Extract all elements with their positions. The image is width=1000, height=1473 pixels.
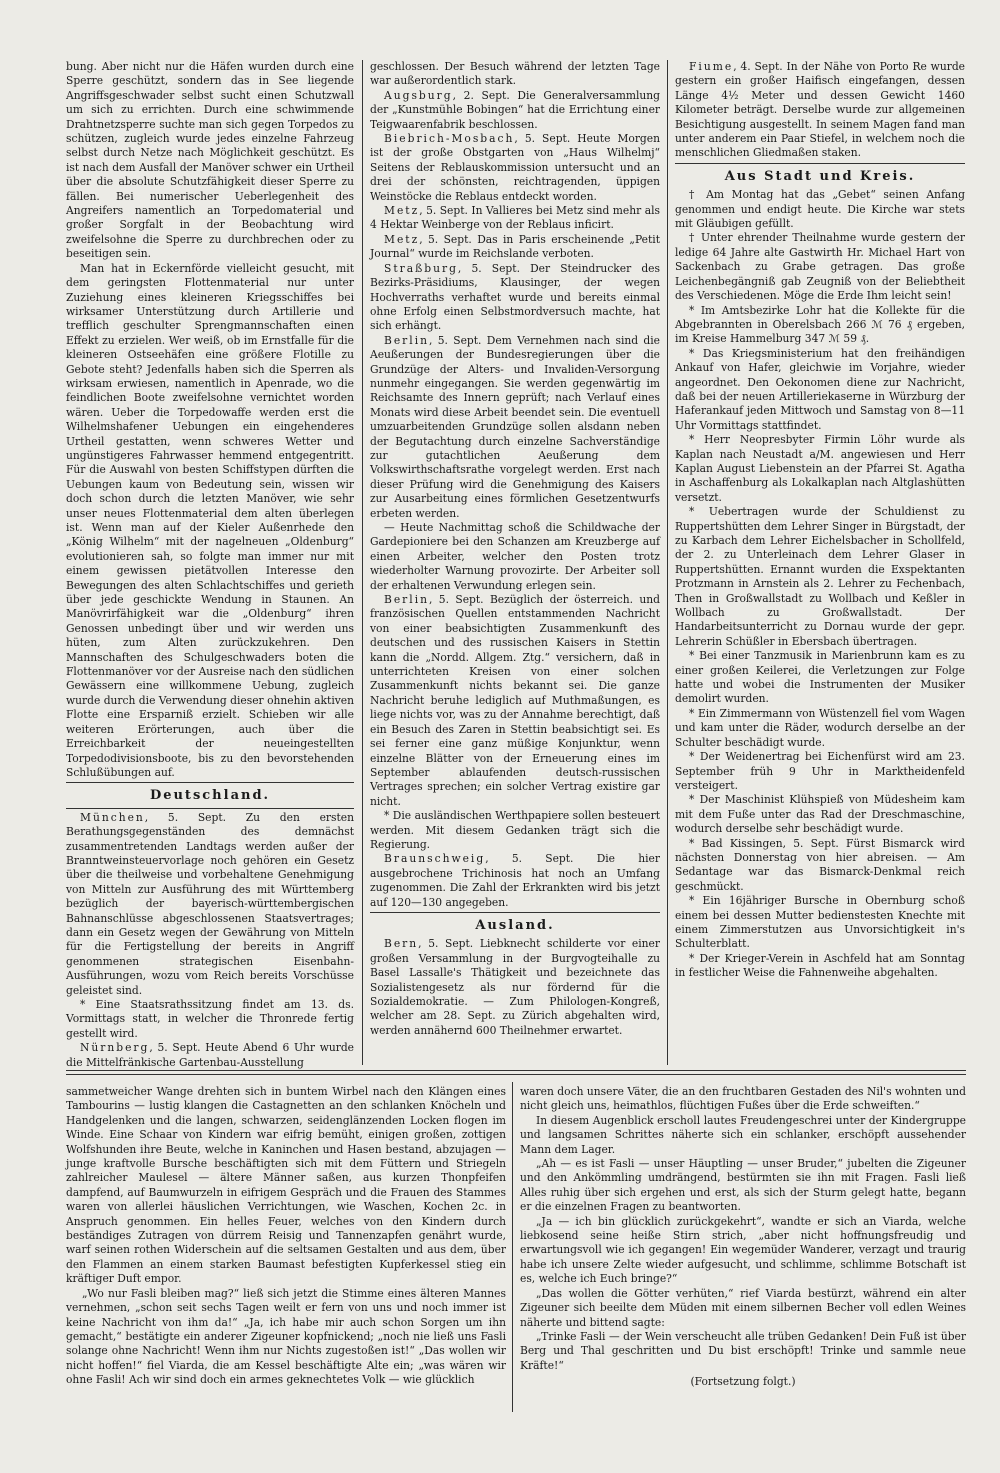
section-heading-aus-stadt-und-kreis: Aus Stadt und Kreis.	[724, 168, 916, 184]
article-paragraph: * Eine Staatsrathssitzung findet am 13. ds. Vormittags statt, in welcher die Thronrede fertig gestellt wird.	[66, 998, 354, 1040]
article-paragraph: * Der Krieger-Verein in Aschfeld hat am Sonntag in festlicher Weise die Fahnenweihe abgehalten.	[675, 951, 965, 980]
article-paragraph: * Ein Zimmermann von Wüstenzell fiel vom Wagen und kam unter die Räder, wodurch derselbe an der Schulter beschädigt wurde.	[675, 706, 965, 749]
article-paragraph: bung. Aber nicht nur die Häfen wurden durch eine Sperre geschützt, sondern das in See liegende Angriffsgeschwader selbst sucht einen Schutzwall um sich zu errichten. Durch eine schwimmende Drahtnetzsperre suchte man sich gegen Torpedos zu schützen, zugleich wurde jedes einzelne Fahrzeug selbst durch Netze nach Möglichkeit geschützt. Es ist nach dem Ausfall der Manöver schwer ein Urtheil über die absolute Schutzfähigkeit dieser Sperre zu fällen. Bei numerischer Ueberlegenheit des Angreifers namentlich an Torpedomaterial und großer Sorgfalt in der Beobachtung wird zweifelsohne die Sperre zu durchbrechen oder zu beseitigen sein.	[66, 60, 354, 261]
article-paragraph: * Herr Neopresbyter Firmin Löhr wurde als Kaplan nach Neustadt a/M. angewiesen und Herr Kaplan August Liebenstein an der Pfarrei St. Agatha in Aschaffenburg als Lokalkaplan nach Altglashütten versetzt.	[675, 433, 965, 504]
column-2	[370, 60, 660, 1038]
feuilleton-paragraph: sammetweicher Wange drehten sich in buntem Wirbel nach den Klängen eines Tambourins — lustig klangen die Castagnetten an den schlanken Knöcheln und Handgelenken und die langen, schwarzen, seidenglänzenden Locken flogen im Winde. Eine Schaar von Kindern war eifrig bemüht, einigen großen, zottigen Wolfshunden ihre Beute, welche in Kaninchen und Hasen bestand, abzujagen — junge kraftvolle Bursche beschäftigten sich mit dem Füttern und Striegeln zahlreicher Maulesel — ältere Männer saßen, aus kurzen Thonpfeifen dampfend, auf Baumwurzeln in eifrigem Gespräch und die Frauen des Stammes waren von allerlei häuslichen Verrichtungen, wie Waschen, Kochen 2c. in Anspruch genommen. Ein helles Feuer, welches von den Kindern durch beständiges Zutragen von dürrem Reisig und Tannenzapfen genährt wurde, warf seinen rothen Widerschein auf die seltsamen Gestalten und aus dem, über den Flammen an einem starken Baumast befestigten Kupferkessel stieg ein kräftiger Duft empor.	[66, 1085, 506, 1286]
article-paragraph: * Der Weidenertrag bei Eichenfürst wird am 23. September früh 9 Uhr in Marktheidenfeld versteigert.	[675, 750, 965, 792]
article-paragraph: * Bei einer Tanzmusik in Marienbrunn kam es zu einer großen Keilerei, die Verletzungen zur Folge hatte und wobei die Instrumenten der Musiker demolirt wurden.	[675, 649, 965, 706]
feuilleton-rule-top	[66, 1070, 966, 1071]
feuilleton-paragraph: In diesem Augenblick erscholl lautes Freudengeschrei unter der Kindergruppe und langsamen Schrittes näherte sich ein schlanker, erschöpft aussehender Mann dem Lager.	[520, 1113, 966, 1156]
article-paragraph: Nürnberg, 5. Sept. Heute Abend 6 Uhr wurde die Mittelfränkische Gartenbau-Ausstellung	[66, 1041, 354, 1069]
feuilleton-left-column	[66, 1085, 506, 1388]
article-paragraph: Metz, 5. Sept. Das in Paris erscheinende „Petit Journal“ wurde im Reichslande verboten.	[370, 232, 660, 261]
section-rule	[66, 808, 354, 809]
article-paragraph: * Das Kriegsministerium hat den freihändigen Ankauf von Hafer, gleichwie im Vorjahre, wieder angeordnet. Den Oekonomen diene zur Nachricht, daß bei der neuen Artilleriekaserne in Würzburg der Haferankauf jeden Mittwoch und Samstag von 8—11 Uhr Vormittags stattfindet.	[675, 346, 965, 432]
dateline-place: Fiume	[689, 60, 734, 73]
feuilleton-paragraph: „Wo nur Fasli bleiben mag?“ ließ sich jetzt die Stimme eines älteren Mannes vernehmen, „schon seit sechs Tagen weilt er fern von uns und noch immer ist keine Nachricht von ihm da!“ „Ja, ich habe mir auch schon Sorgen um ihn gemacht,“ bestätigte ein anderer Zigeuner kopfnickend; „noch nie ließ uns Fasli solange ohne Nachricht! Wenn ihm nur Nichts zugestoßen ist!“ „Das wollen wir nicht hoffen!“ fiel Viarda, die am Kessel beschäftigte Alte ein; „was wären wir ohne Fasli! Ach wir sind doch ein armes geknechtetes Volk — wie glücklich	[66, 1286, 506, 1387]
feuilleton-paragraph: „Trinke Fasli — der Wein verscheucht alle trüben Gedanken! Dein Fuß ist über Berg und Thal geschritten und Du bist erschöpft! Trinke und sammle neue Kräfte!“	[520, 1329, 966, 1372]
dateline-place: Biebrich-Mosbach	[384, 132, 515, 146]
continued-note: (Fortsetzung folgt.)	[690, 1375, 796, 1389]
article-paragraph: Berlin, 5. Sept. Bezüglich der österreich. und französischen Quellen entstammenden Nachricht von einer beabsichtigten Zusammenkunft des deutschen und des russischen Kaisers in Stettin kann die „Nordd. Allgem. Ztg.“ versichern, daß in unterrichteten Kreisen von einer solchen Zusammenkunft nichts bekannt sei. Die ganze Nachricht beruhe lediglich auf Muthmaßungen, es liege nichts vor, was zu der Annahme berechtigt, daß ein Besuch des Zaren in Stettin beabsichtigt sei. Es sei ferner eine ganz müßige Konjunktur, wenn einzelne Blätter von der Erneuerung eines im September ablaufenden deutsch-russischen Vertrages sprechen; ein solcher Vertrag existire gar nicht.	[370, 593, 660, 808]
article-paragraph: geschlossen. Der Besuch während der letzten Tage war außerordentlich stark.	[370, 60, 660, 88]
article-paragraph: Man hat in Eckernförde vielleicht gesucht, mit dem geringsten Flottenmaterial nur unter Zuziehung eines kleineren Kriegsschiffes bei wirksamer Unterstützung durch Artillerie und trefflich geschulter Sprengmannschaften einen Effekt zu erzielen. Wer weiß, ob im Ernstfalle für die kleineren Ostseehäfen eine größere Flotille zu Gebote steht? Jedenfalls haben sich die Sperren als wirksam erwiesen, namentlich in Apenrade, wo die feindlichen Boote zweifelsohne vernichtet worden wären. Ueber die Torpedowaffe werden erst die Wilhelmshafener Uebungen ein eingehenderes Urtheil gestatten, wenn schweres Wetter und ungünstigeres Fahrwasser hemmend entgegentritt. Für die Auswahl von besten Schiffstypen dürften die Uebungen kaum von Bedeutung sein, wissen wir doch schon durch die letzten Manöver, wie sehr unser neues Flottenmaterial dem alten überlegen ist. Wenn man auf der Kieler Außenrhede den „König Wilhelm“ mit der nagelneuen „Oldenburg“ evolutionieren sah, so folgte man immer nur mit einem gewissen pietätvollen Interesse den Bewegungen des alten Schlachtschiffes und gerieth über jede geschickte Wendung in Staunen. An Manövrirfähigkeit war die „Oldenburg“ ihren Genossen unbedingt über und wir werden uns hüten, zum Alten zurückzukehren. Den Mannschaften des Schulgeschwaders boten die Flottenmanöver vor der Ausreise nach den südlichen Gewässern eine willkommene Uebung, zugleich wurde durch die Verwendung dieser ohnehin aktiven Flotte eine Ersparniß erzielt. Schieben wir alle weiteren Erörterungen, auch über die Erreichbarkeit der neueingestellten Torpedodivisionsboote, bis zu den bevorstehenden Schlußübungen auf.	[66, 261, 354, 779]
feuilleton-divider	[512, 1082, 513, 1412]
article-paragraph: * Uebertragen wurde der Schuldienst zu Ruppertshütten dem Lehrer Singer in Bürgstadt, der zu Karbach dem Lehrer Eichelsbacher in Schollfeld, der 2. zu Unterleinach dem Lehrer Glaser in Ruppertshütten. Ernannt wurden die Exspektanten Protzmann in Arnstein als 2. Lehrer zu Fechenbach, Then in Großwallstadt zu Wollbach und Keßler in Wollbach zu Großwallstadt. Der Handarbeitsunterricht zu Dornau wurde der gepr. Lehrerin Schüßler in Ebersbach übertragen.	[675, 505, 965, 648]
column-divider	[667, 60, 668, 1065]
feuilleton-paragraph: „Ja — ich bin glücklich zurückgekehrt“, wandte er sich an Viarda, welche liebkosend seine heiße Stirn strich, „aber nicht hoffnungsfreudig und erwartungsvoll wie ich gegangen! Ein wegemüder Wanderer, verzagt und traurig habe ich unsere Zelte wieder aufgesucht, und schlimme, schlimme Botschaft ist es, welche ich Euch bringe?“	[520, 1214, 966, 1286]
feuilleton-paragraph: „Das wollen die Götter verhüten,“ rief Viarda bestürzt, während ein alter Zigeuner sich beeilte dem Müden mit einem silbernen Becher voll edlen Weines näherte und bittend sagte:	[520, 1286, 966, 1329]
dateline-place: Metz	[384, 232, 420, 246]
column-1	[66, 60, 354, 1070]
dateline-place: Metz	[384, 204, 420, 218]
section-heading-ausland: Ausland.	[475, 917, 555, 933]
dateline-place: München	[80, 810, 145, 824]
dateline-place: Berlin	[384, 593, 430, 607]
article-paragraph: Augsburg, 2. Sept. Die Generalversammlung der „Kunstmühle Bobingen“ hat die Errichtung einer Teigwaarenfabrik beschlossen.	[370, 88, 660, 131]
section-heading-deutschland: Deutschland.	[149, 788, 271, 804]
feuilleton-paragraph: waren doch unsere Väter, die an den fruchtbaren Gestaden des Nil's wohnten und nicht gleich uns, heimathlos, flüchtigen Fußes über die Erde schweiften.“	[520, 1085, 966, 1113]
column-divider	[362, 60, 363, 1065]
article-paragraph: Biebrich-Mosbach, 5. Sept. Heute Morgen ist der große Obstgarten von „Haus Wilhelmj“ Seitens der Reblauskommission untersucht und an drei der schönsten, reichtragenden, üppigen Weinstöcke die Reblaus entdeckt worden.	[370, 132, 660, 203]
article-paragraph: — Heute Nachmittag schoß die Schildwache der Gardepioniere bei den Schanzen am Kreuzberge auf einen Arbeiter, welcher den Posten trotz wiederholter Warnung provozirte. Der Arbeiter soll der erhaltenen Verwundung erlegen sein.	[370, 521, 660, 592]
article-paragraph: * Der Maschinist Klühspieß von Müdesheim kam mit dem Fuße unter das Rad der Dreschmaschine, wodurch derselbe sehr beschädigt wurde.	[675, 793, 965, 836]
dateline-place: Augsburg	[384, 88, 453, 102]
article-paragraph: Berlin, 5. Sept. Dem Vernehmen nach sind die Aeußerungen der Bundesregierungen über die Grundzüge der Alters- und Invaliden-Versorgung nunmehr eingegangen. Sie werden gegenwärtig im Reichsamte des Innern geprüft; nach Verlauf eines Monats wird diese Arbeit beendet sein. Die eventuell umzuarbeitenden Grundzüge sollen alsdann neben der Begutachtung durch einzelne Sachverständige zur gutachtlichen Aeußerung dem Volkswirthschaftsrathe vorgelegt werden. Erst nach dieser Prüfung wird die Genehmigung des Kaisers zur Ausarbeitung eines förmlichen Gesetzentwurfs erbeten werden.	[370, 333, 660, 520]
column-3	[675, 60, 965, 981]
feuilleton-right-column	[520, 1085, 966, 1390]
article-paragraph: Braunschweig, 5. Sept. Die hier ausgebrochene Trichinosis hat noch an Umfang zugenommen. Die Zahl der Erkrankten wird bis jetzt auf 120—130 angegeben.	[370, 852, 660, 909]
feuilleton-paragraph: „Ah — es ist Fasli — unser Häuptling — unser Bruder,“ jubelten die Zigeuner und den Ankömmling umdrängend, bestürmten sie ihn mit Fragen. Fasli ließ Alles ruhig über sich ergehen und erst, als sich der Sturm gelegt hatte, begann er die einzelnen Fragen zu beantworten.	[520, 1157, 966, 1214]
dateline-place: Bern	[384, 937, 419, 951]
dateline-place: Nürnberg	[80, 1041, 150, 1055]
dateline-place: Braunschweig	[384, 852, 486, 866]
section-rule	[675, 163, 965, 164]
article-paragraph: Bern, 5. Sept. Liebknecht schilderte vor einer großen Versammlung in der Burgvogteihalle zu Basel Lassalle's Thätigkeit und bezeichnete das Sozialistengesetz als nur fördernd für die Sozialdemokratie. — Zum Philologen-Kongreß, welcher am 28. Sept. zu Zürich abgehalten wird, werden annähernd 600 Theilnehmer erwartet.	[370, 937, 660, 1037]
article-paragraph: Fiume, 4. Sept. In der Nähe von Porto Re wurde gestern ein großer Haifisch eingefangen, dessen Länge 4½ Meter und dessen Gewicht 1460 Kilometer beträgt. Derselbe wurde zur allgemeinen Besichtigung ausgestellt. In seinem Magen fand man unter anderem ein Paar Stiefel, in welchem noch die menschlichen Gliedmaßen staken.	[675, 60, 965, 160]
section-rule	[370, 912, 660, 913]
article-paragraph: Metz, 5. Sept. In Vallieres bei Metz sind mehr als 4 Hektar Weinberge von der Reblaus inficirt.	[370, 204, 660, 232]
article-paragraph: * Ein 16jähriger Bursche in Obernburg schoß einem bei dessen Mutter bedienstesten Knechte mit einem Zimmerstutzen aus Unvorsichtigkeit in's Schulterblatt.	[675, 894, 965, 951]
feuilleton-rule-bottom	[66, 1074, 966, 1075]
article-paragraph: * Bad Kissingen, 5. Sept. Fürst Bismarck wird nächsten Donnerstag von hier abreisen. — Am Sedantage war das Bismarck-Denkmal reich geschmückt.	[675, 836, 965, 893]
section-rule	[66, 782, 354, 783]
article-paragraph: † Am Montag hat das „Gebet“ seinen Anfang genommen und endigt heute. Die Kirche war stets mit Gläubigen gefüllt.	[675, 188, 965, 231]
article-paragraph: München, 5. Sept. Zu den ersten Berathungsgegenständen des demnächst zusammentretenden Landtags werden außer der Branntweinsteuervorlage noch gehören ein Gesetz über die theilweise und vorbehaltene Genehmigung von Mitteln zur Ausführung des mit Württemberg bezüglich der bayerisch-württembergischen Bahnanschlüsse abgeschlossenen Staatsvertrages; dann ein Gesetz wegen der Gewährung von Mitteln für die Fertigstellung der bereits in Angriff genommenen strategischen Eisenbahn-Ausführungen, wozu vom Reich bereits Vorschüsse geleistet sind.	[66, 810, 354, 997]
article-paragraph: * Die ausländischen Werthpapiere sollen besteuert werden. Mit diesem Gedanken trägt sich die Regierung.	[370, 809, 660, 851]
dateline-place: Straßburg	[384, 261, 458, 275]
article-paragraph: Straßburg, 5. Sept. Der Steindrucker des Bezirks-Präsidiums, Klausinger, der wegen Hochverraths verhaftet wurde und bereits einmal ohne Erfolg einen Selbstmordversuch machte, hat sich erhängt.	[370, 261, 660, 333]
article-paragraph: † Unter ehrender Theilnahme wurde gestern der ledige 64 Jahre alte Gastwirth Hr. Michael Hart von Sackenbach zu Grabe getragen. Das große Leichenbegängniß gab Zeugniß von der Beliebtheit des Verschiedenen. Möge die Erde Ihm leicht sein!	[675, 231, 965, 303]
article-paragraph: * Im Amtsbezirke Lohr hat die Kollekte für die Abgebrannten in Oberelsbach 266 ℳ 76 ₰ ergeben, im Kreise Hammelburg 347 ℳ 59 ₰.	[675, 303, 965, 346]
dateline-place: Berlin	[384, 333, 430, 347]
